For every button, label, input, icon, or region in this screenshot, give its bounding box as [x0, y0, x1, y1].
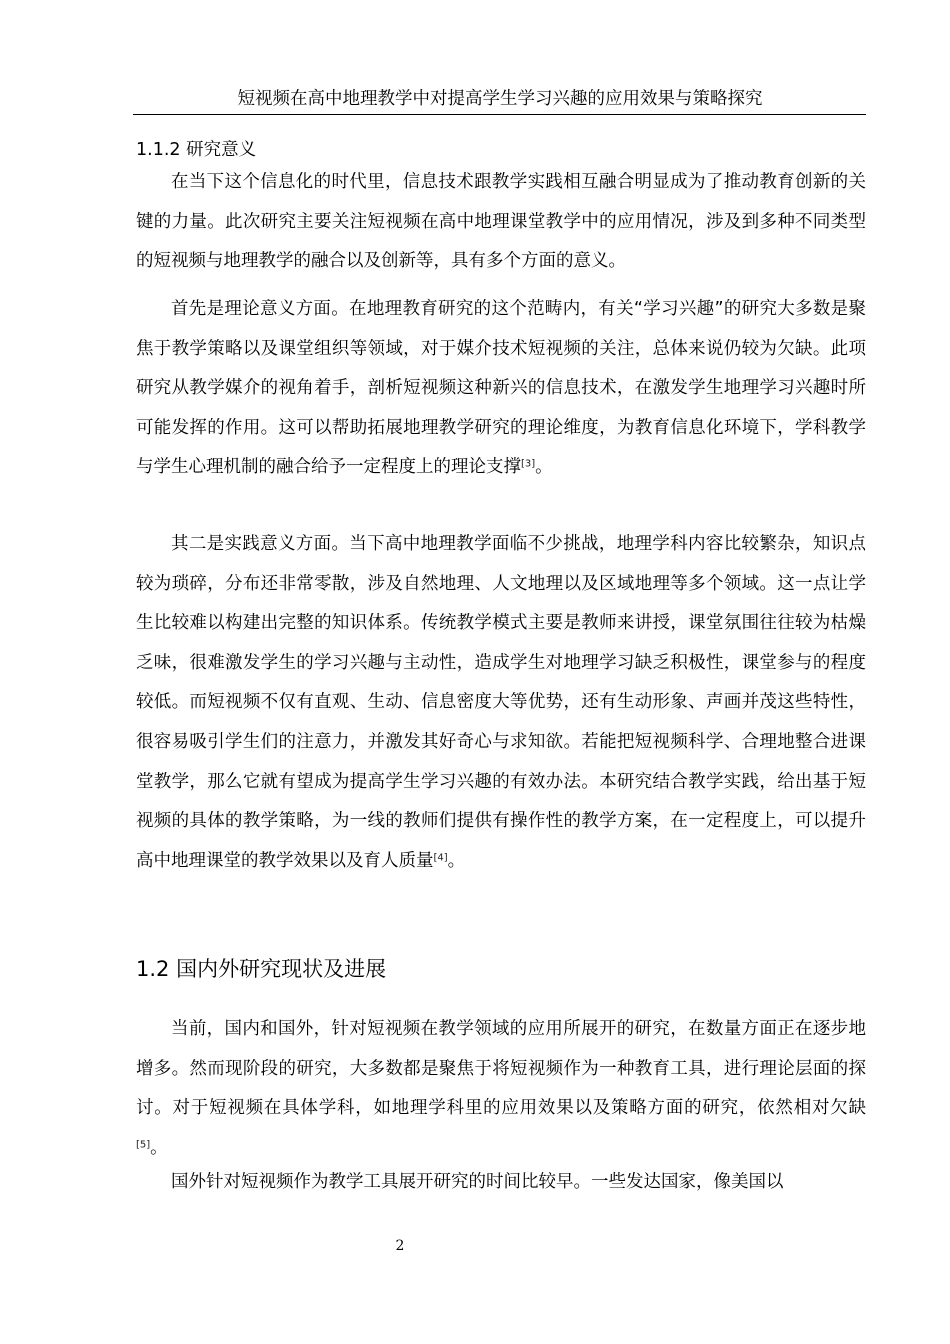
paragraph-text: 在当下这个信息化的时代里，信息技术跟教学实践相互融合明显成为了推动教育创新的关键的力量。此次研究主要关注短视频在高中地理课堂教学中的应用情况，涉及到多种不同类型的短视频与地理教学的融合以及创新等，具有多个方面的意义。 [136, 172, 866, 272]
paragraph-end-punct: 。 [150, 1137, 168, 1158]
running-header-title: 短视频在高中地理教学中对提高学生学习兴趣的应用效果与策略探究 [237, 89, 763, 109]
header-rule [133, 114, 866, 115]
paragraph-theoretical-significance [136, 290, 866, 488]
paragraph-practical-significance [136, 525, 866, 881]
citation-ref: [5] [136, 1139, 151, 1151]
citation-ref: [4] [433, 852, 448, 864]
paragraph-intro [136, 163, 866, 282]
section-heading-1-1-2: 1.1.2 研究意义 [136, 140, 257, 160]
paragraph-text: 当前，国内和国外，针对短视频在教学领域的应用所展开的研究，在数量方面正在逐步地增多。然而现阶段的研究，大多数都是聚焦于将短视频作为一种教育工具，进行理论层面的探讨。对于短视频在具体学科，如地理学科里的应用效果以及策略方面的研究，依然相对欠缺 [136, 1019, 866, 1119]
citation-ref: [3] [521, 458, 536, 470]
paragraph-research-status [136, 1010, 866, 1168]
paragraph-text: 首先是理论意义方面。在地理教育研究的这个范畴内，有关“学习兴趣”的研究大多数是聚焦于教学策略以及课堂组织等领域，对于媒介技术短视频的关注，总体来说仍较为欠缺。此项研究从教学媒介的视角着手，剖析短视频这种新兴的信息技术，在激发学生地理学习兴趣时所可能发挥的作用。这可以帮助拓展地理教学研究的理论维度，为教育信息化环境下，学科教学与学生心理机制的融合给予一定程度上的理论支撑 [136, 299, 866, 478]
paragraph-text: 其二是实践意义方面。当下高中地理教学面临不少挑战，地理学科内容比较繁杂，知识点较为琐碎，分布还非常零散，涉及自然地理、人文地理以及区域地理等多个领域。这一点让学生比较难以构建出完整的知识体系。传统教学模式主要是教师来讲授，课堂氛围往往较为枯燥乏味，很难激发学生的学习兴趣与主动性，造成学生对地理学习缺乏积极性，课堂参与的程度较低。而短视频不仅有直观、生动、信息密度大等优势，还有生动形象、声画并茂这些特性，很容易吸引学生们的注意力，并激发其好奇心与求知欲。若能把短视频科学、合理地整合进课堂教学，那么它就有望成为提高学生学习兴趣的有效办法。本研究结合教学实践，给出基于短视频的具体的教学策略，为一线的教师们提供有操作性的教学方案，在一定程度上，可以提升高中地理课堂的教学效果以及育人质量 [136, 534, 866, 871]
paragraph-foreign-research [136, 1163, 866, 1203]
paragraph-end-punct: 。 [447, 850, 466, 871]
paragraph-text: 国外针对短视频作为教学工具展开研究的时间比较早。一些发达国家，像美国以 [171, 1172, 784, 1192]
page-number: 2 [395, 1238, 405, 1254]
section-heading-1-2: 1.2 国内外研究现状及进展 [136, 957, 387, 981]
paragraph-end-punct: 。 [535, 457, 553, 478]
